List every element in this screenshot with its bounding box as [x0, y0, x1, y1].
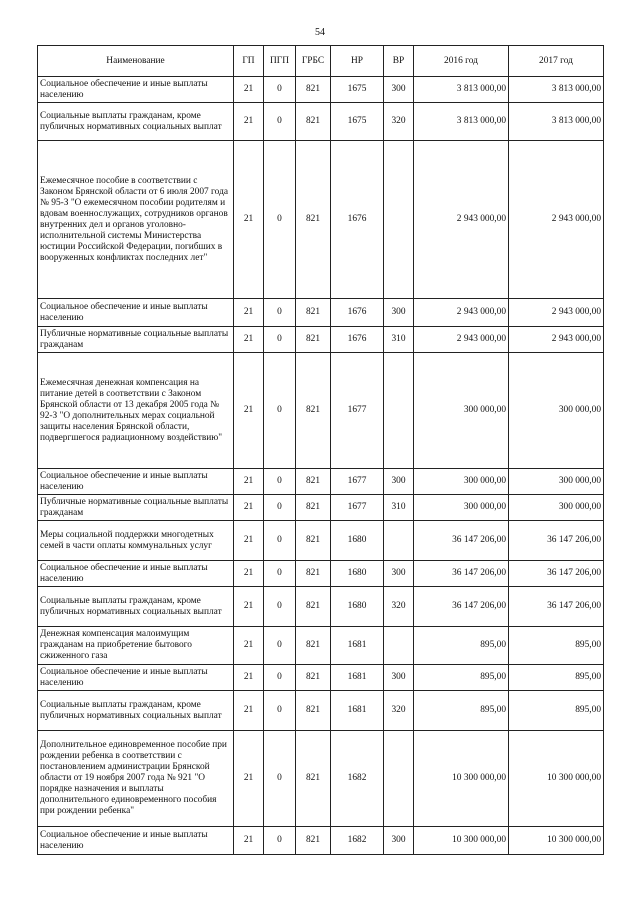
cell-gp: 21	[234, 561, 264, 587]
cell-2017: 300 000,00	[509, 495, 604, 521]
cell-2017: 895,00	[509, 665, 604, 691]
cell-pgp: 0	[264, 827, 296, 855]
cell-vr	[384, 353, 414, 469]
cell-name: Дополнительное единовременное пособие при рождении ребенка в соответствии с постановлением администрации Брянской области от 19 ноября 2007 года № 921 "О порядке назначения и выплаты дополнительного единовременного пособия при рождении ребенка"	[38, 731, 234, 827]
cell-pgp: 0	[264, 327, 296, 353]
cell-pgp: 0	[264, 353, 296, 469]
cell-nr: 1681	[331, 665, 384, 691]
cell-vr: 300	[384, 665, 414, 691]
table-row	[38, 561, 604, 587]
header-name: Наименование	[38, 46, 234, 77]
cell-2016: 10 300 000,00	[414, 827, 509, 855]
cell-grbs: 821	[296, 469, 331, 495]
cell-gp: 21	[234, 665, 264, 691]
cell-grbs: 821	[296, 77, 331, 103]
table-row	[38, 587, 604, 627]
cell-grbs: 821	[296, 103, 331, 141]
cell-2016: 36 147 206,00	[414, 521, 509, 561]
cell-nr: 1682	[331, 731, 384, 827]
cell-grbs: 821	[296, 627, 331, 665]
cell-nr: 1675	[331, 103, 384, 141]
cell-pgp: 0	[264, 299, 296, 327]
cell-grbs: 821	[296, 691, 331, 731]
cell-pgp: 0	[264, 665, 296, 691]
cell-2016: 2 943 000,00	[414, 299, 509, 327]
cell-gp: 21	[234, 141, 264, 299]
cell-nr: 1680	[331, 521, 384, 561]
cell-2016: 36 147 206,00	[414, 587, 509, 627]
cell-vr: 300	[384, 469, 414, 495]
table-row	[38, 665, 604, 691]
cell-2016: 895,00	[414, 665, 509, 691]
cell-nr: 1675	[331, 77, 384, 103]
cell-name: Социальное обеспечение и иные выплаты населению	[38, 561, 234, 587]
cell-name: Социальные выплаты гражданам, кроме публичных нормативных социальных выплат	[38, 103, 234, 141]
cell-pgp: 0	[264, 731, 296, 827]
cell-name: Ежемесячное пособие в соответствии с Законом Брянской области от 6 июля 2007 года № 95-З "О ежемесячном пособии родителям и вдовам военнослужащих, сотрудников органов внутренних дел и органов уголовно-исполнительной системы Министерства юстиции Российской Федерации, погибших в вооруженных конфликтах последних лет"	[38, 141, 234, 299]
cell-2016: 300 000,00	[414, 469, 509, 495]
cell-name: Социальное обеспечение и иные выплаты населению	[38, 77, 234, 103]
cell-gp: 21	[234, 103, 264, 141]
cell-2016: 895,00	[414, 627, 509, 665]
cell-nr: 1676	[331, 141, 384, 299]
header-2016: 2016 год	[414, 46, 509, 77]
cell-2016: 300 000,00	[414, 495, 509, 521]
cell-nr: 1677	[331, 495, 384, 521]
cell-2016: 2 943 000,00	[414, 327, 509, 353]
cell-nr: 1681	[331, 627, 384, 665]
table-row	[38, 299, 604, 327]
table-row	[38, 691, 604, 731]
cell-pgp: 0	[264, 561, 296, 587]
cell-grbs: 821	[296, 561, 331, 587]
header-vr: ВР	[384, 46, 414, 77]
cell-2016: 3 813 000,00	[414, 77, 509, 103]
cell-2017: 895,00	[509, 627, 604, 665]
table-row	[38, 521, 604, 561]
cell-gp: 21	[234, 327, 264, 353]
cell-pgp: 0	[264, 587, 296, 627]
cell-gp: 21	[234, 827, 264, 855]
cell-grbs: 821	[296, 353, 331, 469]
cell-vr: 300	[384, 827, 414, 855]
cell-vr: 320	[384, 691, 414, 731]
header-pgp: ПГП	[264, 46, 296, 77]
cell-grbs: 821	[296, 521, 331, 561]
cell-grbs: 821	[296, 299, 331, 327]
cell-grbs: 821	[296, 731, 331, 827]
cell-gp: 21	[234, 353, 264, 469]
cell-pgp: 0	[264, 141, 296, 299]
cell-pgp: 0	[264, 521, 296, 561]
cell-name: Социальное обеспечение и иные выплаты населению	[38, 469, 234, 495]
cell-vr: 300	[384, 561, 414, 587]
cell-nr: 1682	[331, 827, 384, 855]
table-row	[38, 827, 604, 855]
cell-gp: 21	[234, 627, 264, 665]
cell-2017: 3 813 000,00	[509, 103, 604, 141]
cell-vr	[384, 141, 414, 299]
cell-vr: 310	[384, 327, 414, 353]
cell-nr: 1680	[331, 587, 384, 627]
header-gp: ГП	[234, 46, 264, 77]
cell-name: Публичные нормативные социальные выплаты гражданам	[38, 495, 234, 521]
table-row	[38, 353, 604, 469]
cell-2016: 10 300 000,00	[414, 731, 509, 827]
cell-vr: 320	[384, 103, 414, 141]
cell-2016: 895,00	[414, 691, 509, 731]
cell-vr	[384, 731, 414, 827]
cell-name: Денежная компенсация малоимущим гражданам на приобретение бытового сжиженного газа	[38, 627, 234, 665]
cell-2017: 895,00	[509, 691, 604, 731]
cell-grbs: 821	[296, 587, 331, 627]
cell-2017: 10 300 000,00	[509, 827, 604, 855]
table-row	[38, 495, 604, 521]
table-row	[38, 103, 604, 141]
cell-nr: 1677	[331, 353, 384, 469]
cell-2016: 36 147 206,00	[414, 561, 509, 587]
budget-table	[37, 45, 604, 855]
cell-nr: 1676	[331, 299, 384, 327]
cell-grbs: 821	[296, 141, 331, 299]
cell-nr: 1681	[331, 691, 384, 731]
cell-2016: 3 813 000,00	[414, 103, 509, 141]
cell-2017: 2 943 000,00	[509, 299, 604, 327]
cell-2017: 2 943 000,00	[509, 141, 604, 299]
cell-gp: 21	[234, 469, 264, 495]
cell-pgp: 0	[264, 627, 296, 665]
cell-vr	[384, 521, 414, 561]
cell-grbs: 821	[296, 827, 331, 855]
cell-2016: 2 943 000,00	[414, 141, 509, 299]
cell-2016: 300 000,00	[414, 353, 509, 469]
cell-vr: 310	[384, 495, 414, 521]
table-header-row	[38, 46, 604, 77]
cell-pgp: 0	[264, 77, 296, 103]
cell-2017: 3 813 000,00	[509, 77, 604, 103]
table-row	[38, 327, 604, 353]
cell-2017: 36 147 206,00	[509, 561, 604, 587]
cell-name: Публичные нормативные социальные выплаты гражданам	[38, 327, 234, 353]
cell-grbs: 821	[296, 665, 331, 691]
table-body	[38, 77, 604, 855]
header-grbs: ГРБС	[296, 46, 331, 77]
cell-pgp: 0	[264, 469, 296, 495]
cell-name: Социальное обеспечение и иные выплаты населению	[38, 827, 234, 855]
cell-2017: 300 000,00	[509, 469, 604, 495]
cell-vr: 320	[384, 587, 414, 627]
cell-name: Социальное обеспечение и иные выплаты населению	[38, 299, 234, 327]
cell-gp: 21	[234, 691, 264, 731]
cell-2017: 36 147 206,00	[509, 587, 604, 627]
cell-gp: 21	[234, 77, 264, 103]
cell-vr: 300	[384, 299, 414, 327]
table-row	[38, 469, 604, 495]
cell-2017: 36 147 206,00	[509, 521, 604, 561]
cell-pgp: 0	[264, 495, 296, 521]
cell-gp: 21	[234, 587, 264, 627]
cell-vr: 300	[384, 77, 414, 103]
cell-gp: 21	[234, 731, 264, 827]
table-row	[38, 627, 604, 665]
cell-grbs: 821	[296, 327, 331, 353]
cell-gp: 21	[234, 299, 264, 327]
cell-gp: 21	[234, 521, 264, 561]
header-2017: 2017 год	[509, 46, 604, 77]
cell-grbs: 821	[296, 495, 331, 521]
cell-nr: 1677	[331, 469, 384, 495]
table-row	[38, 731, 604, 827]
table-row	[38, 77, 604, 103]
cell-vr	[384, 627, 414, 665]
cell-gp: 21	[234, 495, 264, 521]
cell-name: Ежемесячная денежная компенсация на питание детей в соответствии с Законом Брянской области от 13 декабря 2005 года № 92-З "О дополнительных мерах социальной защиты населения Брянской области, подвергшегося радиационному воздействию"	[38, 353, 234, 469]
cell-2017: 300 000,00	[509, 353, 604, 469]
cell-name: Социальное обеспечение и иные выплаты населению	[38, 665, 234, 691]
cell-pgp: 0	[264, 691, 296, 731]
cell-2017: 2 943 000,00	[509, 327, 604, 353]
table-row	[38, 141, 604, 299]
cell-pgp: 0	[264, 103, 296, 141]
cell-name: Социальные выплаты гражданам, кроме публичных нормативных социальных выплат	[38, 587, 234, 627]
cell-nr: 1676	[331, 327, 384, 353]
cell-2017: 10 300 000,00	[509, 731, 604, 827]
cell-nr: 1680	[331, 561, 384, 587]
cell-name: Социальные выплаты гражданам, кроме публичных нормативных социальных выплат	[38, 691, 234, 731]
page-number: 54	[315, 27, 325, 38]
cell-name: Меры социальной поддержки многодетных семей в части оплаты коммунальных услуг	[38, 521, 234, 561]
header-nr: НР	[331, 46, 384, 77]
